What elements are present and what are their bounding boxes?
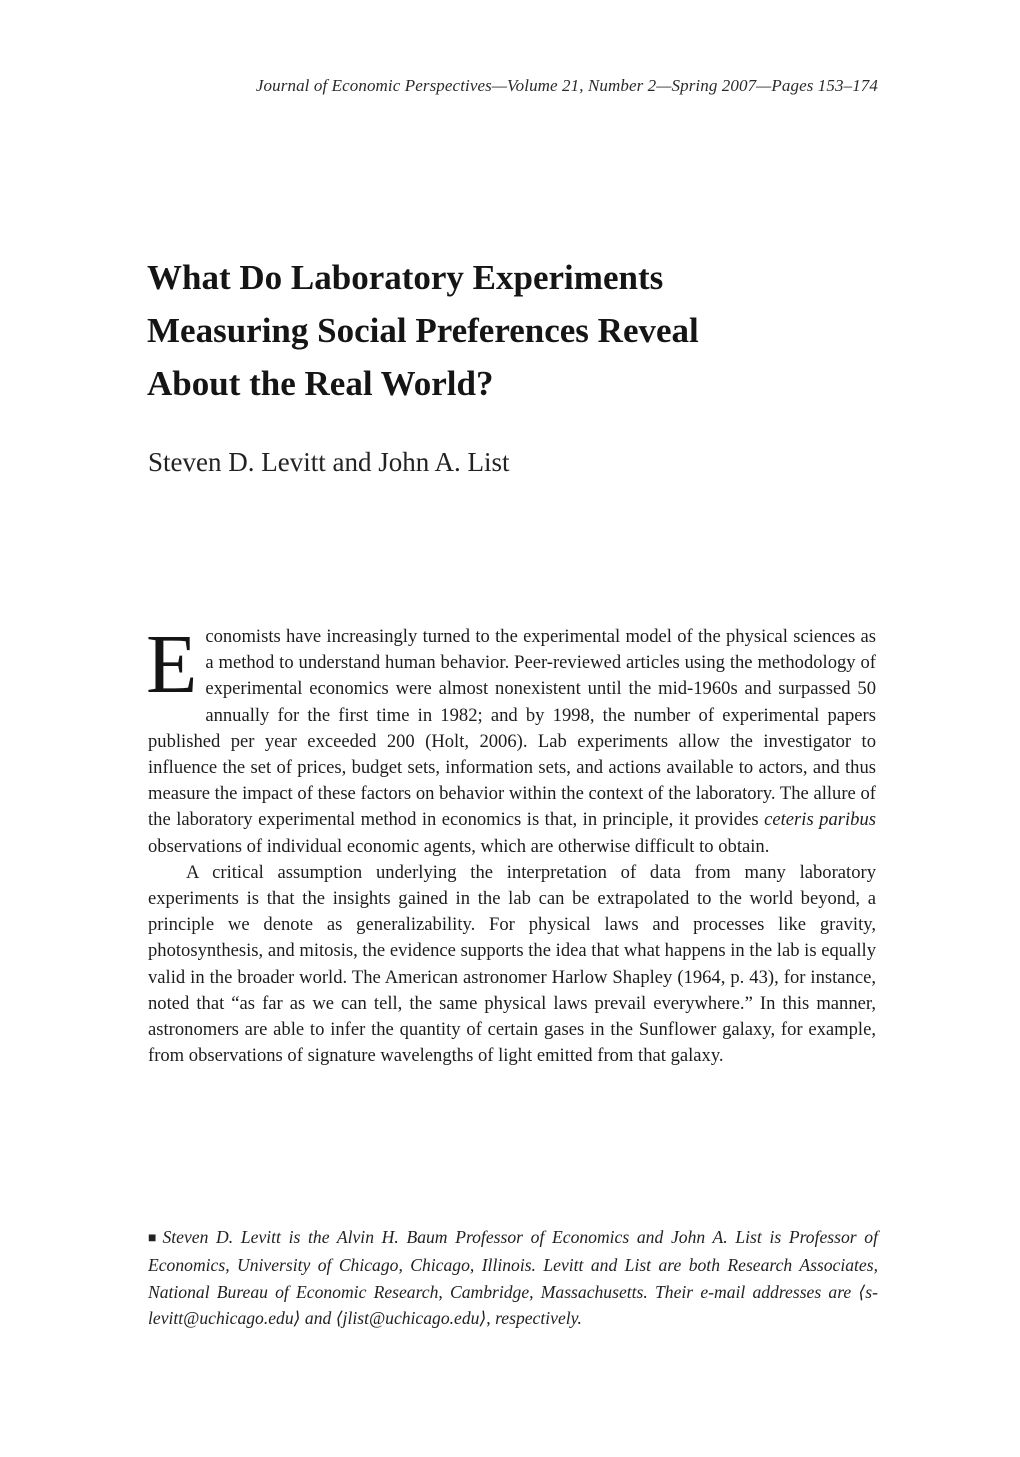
author-byline: Steven D. Levitt and John A. List [148,447,510,477]
running-head: Journal of Economic Perspectives—Volume 21, Number 2—Spring 2007—Pages 153–174 [255,76,878,95]
article-title [147,251,887,410]
title-line-1: What Do Laboratory Experiments [147,258,664,297]
title-line-2: Measuring Social Preferences Reveal [147,311,699,350]
paragraph-1 [146,618,876,860]
article-body [146,618,876,1069]
author-footnote [148,1224,878,1331]
paragraph-1-text-a: conomists have increasingly turned to the experimental model of the physical sciences as a method to understand human behavior. Peer-reviewed articles using the methodology of experimental economics were almost nonexistent until the mid-1960s and surpassed 50 annually for the first time in 1982; and by 1998, the number of experimental papers published per year exceeded 200 (Holt, 2006). Lab experiments allow the investigator to influence the set of prices, budget sets, information sets, and actions available to actors, and thus measure the impact of these factors on behavior within the context of the laboratory. The allure of the laboratory experimental method in economics is that, in principle, it provides [148,626,876,831]
footnote-text: Steven D. Levitt is the Alvin H. Baum Professor of Economics and John A. List is Professor of Economics, University of Chicago, Chicago, Illinois. Levitt and List are both Research Associates, National Bureau of Economic Research, Cambridge, Massachusetts. Their e-mail addresses are ⟨s-levitt@uchicago.edu⟩ and ⟨jlist@uchicago.edu⟩, respectively. [148,1227,878,1328]
drop-cap: E [146,618,198,711]
paragraph-2: A critical assumption underlying the interpretation of data from many laboratory experiments is that the insights gained in the lab can be extrapolated to the world beyond, a principle we denote as generalizability. For physical laws and processes like gravity, photosynthesis, and mitosis, the evidence supports the idea that what happens in the lab is equally valid in the broader world. The American astronomer Harlow Shapley (1964, p. 43), for instance, noted that “as far as we can tell, the same physical laws prevail everywhere.” In this manner, astronomers are able to infer the quantity of certain gases in the Sunflower galaxy, for example, from observations of signature wavelengths of light emitted from that galaxy. [148,861,876,1067]
paragraph-1-italic: ceteris paribus [764,809,876,831]
title-line-3: About the Real World? [147,364,494,403]
paragraph-1-text-b: observations of individual economic agents, which are otherwise difficult to obtain. [148,835,770,857]
footnote-square-icon: ■ [148,1231,157,1246]
